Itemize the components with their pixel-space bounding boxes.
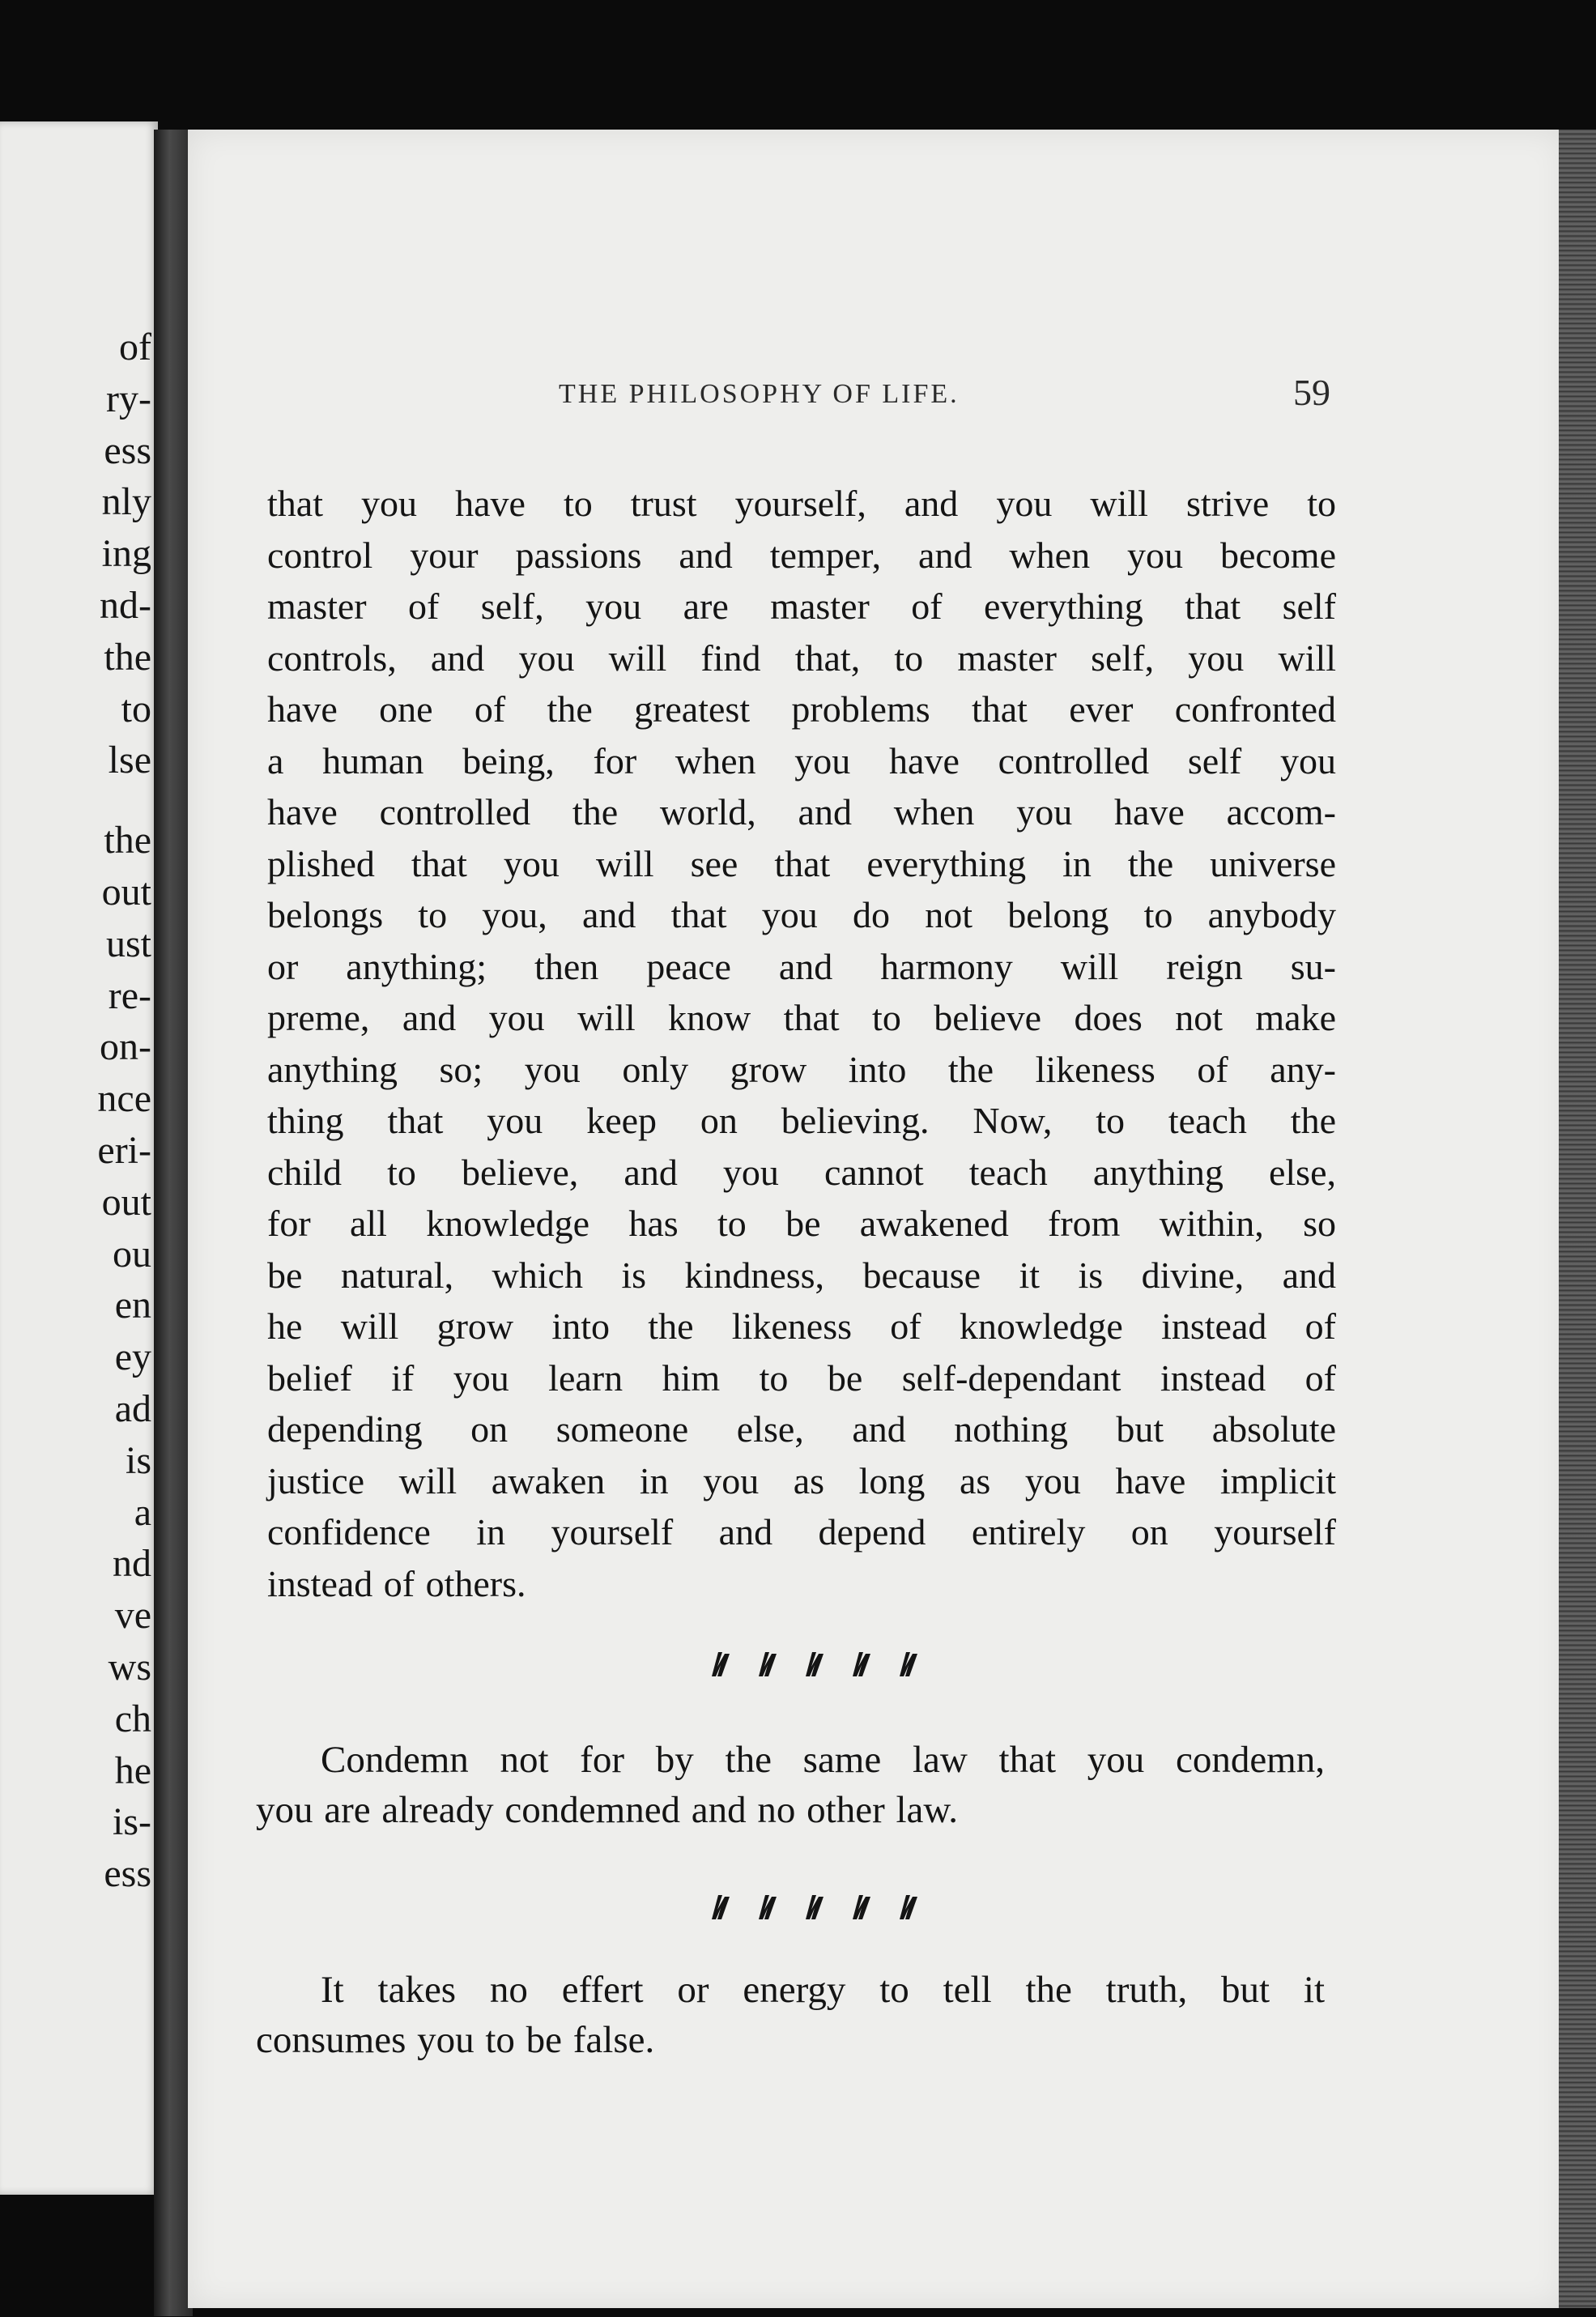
text-line: confidence in yourself and depend entirely on yourself xyxy=(267,1511,1336,1552)
printer-ornament-icon xyxy=(896,1649,921,1678)
printer-ornament-icon xyxy=(896,1892,921,1921)
left-page-word-fragment: out xyxy=(101,871,151,914)
left-page-word-fragment: of xyxy=(119,326,151,368)
text-line: child to believe, and you cannot teach anything else, xyxy=(267,1151,1336,1193)
text-line: that you have to trust yourself, and you will strive to xyxy=(267,483,1336,524)
text-line: have one of the greatest problems that ever confronted xyxy=(267,688,1336,730)
left-page-word-fragment: ry- xyxy=(106,377,151,420)
maxim-truth xyxy=(256,1965,1325,2065)
left-page-word-fragment: ess xyxy=(104,1852,151,1896)
text-line: for all knowledge has to be awakened from within, so xyxy=(267,1203,1336,1244)
text-line: be natural, which is kindness, because it is divine, and xyxy=(267,1254,1336,1296)
left-page-word-fragment: the xyxy=(104,635,151,679)
text-line: belief if you learn him to be self-dependant instead of xyxy=(267,1357,1336,1399)
left-page-word-fragment: to xyxy=(121,687,151,730)
running-head: THE PHILOSOPHY OF LIFE. xyxy=(559,379,960,409)
printer-ornament-icon xyxy=(802,1649,827,1678)
left-page-word-fragment: ess xyxy=(104,428,151,472)
printer-ornament-icon xyxy=(849,1892,874,1921)
text-line: or anything; then peace and harmony will reign su- xyxy=(267,945,1336,987)
left-page-word-fragment: nd- xyxy=(100,584,151,627)
left-page-word-fragment: the xyxy=(104,819,151,862)
left-page-word-fragment: lse xyxy=(108,739,151,782)
text-line: a human being, for when you have controlled self you xyxy=(267,739,1336,782)
printer-ornament-icon xyxy=(709,1892,733,1921)
left-page-word-fragment: eri- xyxy=(97,1129,151,1172)
body-paragraph xyxy=(267,478,1336,1609)
text-line: master of self, you are master of everything that self xyxy=(267,586,1336,627)
text-line: he will grow into the likeness of knowledge instead of xyxy=(267,1305,1336,1347)
page-edge xyxy=(1559,130,1596,2308)
text-line: plished that you will see that everything in the universe xyxy=(267,842,1336,884)
left-page-word-fragment: ad xyxy=(114,1387,151,1430)
left-page-word-fragment: he xyxy=(114,1748,151,1792)
left-page-word-fragment: ve xyxy=(114,1594,151,1638)
text-line: consumes you to be false. xyxy=(256,2019,655,2061)
left-page-word-fragment: out xyxy=(101,1180,151,1224)
left-page-word-fragment: is- xyxy=(113,1800,151,1844)
text-line: have controlled the world, and when you have accom- xyxy=(267,791,1336,833)
previous-page-fragment xyxy=(0,121,158,2195)
left-page-word-fragment: ou xyxy=(113,1232,151,1276)
book-gutter xyxy=(154,130,193,2316)
left-page-word-fragment: ch xyxy=(114,1697,151,1740)
left-page-word-fragment: ing xyxy=(101,532,151,576)
text-line: preme, and you will know that to believe does not make xyxy=(267,997,1336,1038)
left-page-word-fragment: re- xyxy=(108,973,151,1017)
text-line: you are already condemned and no other law. xyxy=(256,1789,959,1831)
printer-ornament-icon xyxy=(709,1649,733,1678)
printer-ornament-icon xyxy=(849,1649,874,1678)
text-line: depending on someone else, and nothing but absolute xyxy=(267,1408,1336,1450)
maxim-condemn xyxy=(256,1735,1325,1835)
left-page-word-fragment: ey xyxy=(114,1335,151,1379)
left-page-word-fragment: nce xyxy=(97,1077,151,1121)
ornament-divider xyxy=(0,1892,1596,1925)
left-page-word-fragment: nd xyxy=(113,1542,151,1586)
text-line: thing that you keep on believing. Now, to teach the xyxy=(267,1100,1336,1141)
left-page-word-fragment: nly xyxy=(101,480,151,524)
left-page-word-fragment: en xyxy=(114,1284,151,1327)
text-line: belongs to you, and that you do not belong to anybody xyxy=(267,894,1336,935)
printer-ornament-icon xyxy=(802,1892,827,1921)
text-line: Condemn not for by the same law that you condemn, xyxy=(321,1739,1325,1781)
left-page-word-fragment: a xyxy=(134,1490,151,1534)
left-page-word-fragment: is xyxy=(125,1438,151,1482)
left-page-word-fragment: ust xyxy=(105,922,151,965)
left-page-word-fragment: on- xyxy=(100,1025,151,1069)
text-line: anything so; you only grow into the likeness of any- xyxy=(267,1048,1336,1090)
text-line: It takes no effert or energy to tell the truth, but it xyxy=(321,1969,1325,2011)
page-number: 59 xyxy=(1293,372,1330,413)
text-line: justice will awaken in you as long as you have implicit xyxy=(267,1459,1336,1501)
printer-ornament-icon xyxy=(755,1649,780,1678)
printer-ornament-icon xyxy=(755,1892,780,1921)
text-line: controls, and you will find that, to master self, you will xyxy=(267,637,1336,679)
left-page-word-fragment: ws xyxy=(108,1646,151,1689)
ornament-divider xyxy=(0,1649,1596,1682)
text-line: control your passions and temper, and when you become xyxy=(267,534,1336,576)
text-line: instead of others. xyxy=(267,1562,526,1604)
